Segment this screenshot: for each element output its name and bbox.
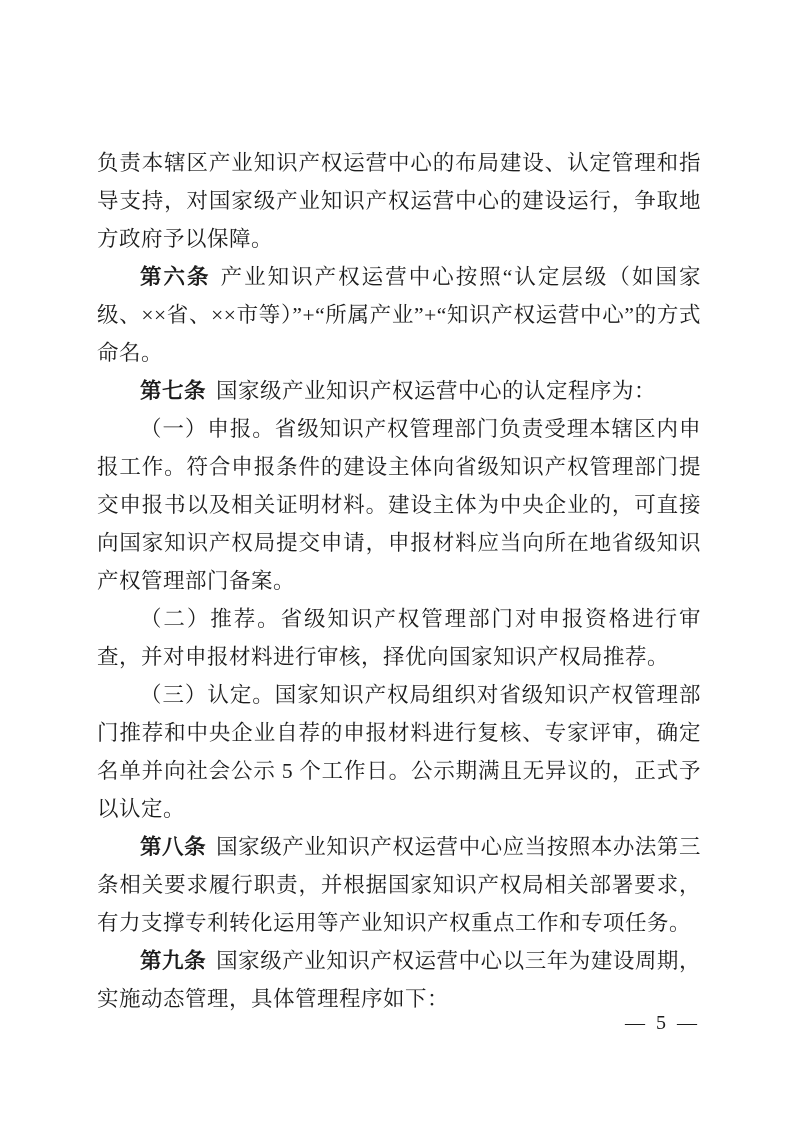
paragraph-text: （三）认定。国家知识产权局组织对省级知识产权管理部门推荐和中央企业自荐的申报材料进行复核、专家评审，确定名单并向社会公示 5 个工作日。公示期满且无异议的，正式予以认定。 <box>97 683 701 821</box>
article-number-8: 第八条 <box>140 835 207 859</box>
paragraph-text: 国家级产业知识产权运营中心以三年为建设周期，实施动态管理，具体管理程序如下： <box>97 949 701 1011</box>
paragraph-text: 国家级产业知识产权运营中心的认定程序为： <box>216 379 657 403</box>
paragraph-article-6 <box>97 258 701 372</box>
article-number-6: 第六条 <box>140 265 211 289</box>
paragraph-text: （二）推荐。省级知识产权管理部门对申报资格进行审查，并对申报材料进行审核，择优向国家知识产权局推荐。 <box>97 607 701 669</box>
paragraph-item-1 <box>97 410 701 600</box>
document-body <box>97 144 701 1018</box>
paragraph-article-9 <box>97 942 701 1018</box>
paragraph-article-7 <box>97 372 701 410</box>
paragraph-item-2 <box>97 600 701 676</box>
page-footer <box>625 1012 700 1035</box>
paragraph-continuation <box>97 144 701 258</box>
paragraph-text: （一）申报。省级知识产权管理部门负责受理本辖区内申报工作。符合申报条件的建设主体向省级知识产权管理部门提交申报书以及相关证明材料。建设主体为中央企业的，可直接向国家知识产权局提交申请，申报材料应当向所在地省级知识产权管理部门备案。 <box>97 417 701 593</box>
paragraph-text: 国家级产业知识产权运营中心应当按照本办法第三条相关要求履行职责，并根据国家知识产权局相关部署要求，有力支撑专利转化运用等产业知识产权重点工作和专项任务。 <box>97 835 701 935</box>
paragraph-text: 负责本辖区产业知识产权运营中心的布局建设、认定管理和指导支持，对国家级产业知识产权运营中心的建设运行，争取地方政府予以保障。 <box>97 151 701 251</box>
paragraph-text: 产业知识产权运营中心按照“认定层级（如国家级、××省、××市等）”+“所属产业”+“知识产权运营中心”的方式命名。 <box>97 265 701 365</box>
page-number: — 5 — <box>625 1012 700 1034</box>
article-number-9: 第九条 <box>140 949 207 973</box>
article-number-7: 第七条 <box>140 379 207 403</box>
paragraph-article-8 <box>97 828 701 942</box>
paragraph-item-3 <box>97 676 701 828</box>
